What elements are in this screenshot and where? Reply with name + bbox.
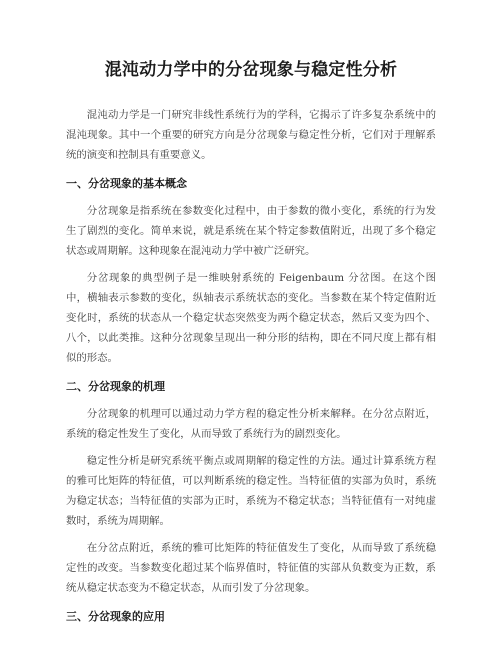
paragraph: 稳定性分析是研究系统平衡点或周期解的稳定性的方法。通过计算系统方程的雅可比矩阵的特征值，可以判断系统的稳定性。当特征值的实部为负时，系统为稳定状态；当特征值的实部为正时，系统为不稳定状态；当特征值有一对纯虚数时，系统为周期解。: [66, 455, 436, 527]
section-heading-basic-concepts: 一、分岔现象的基本概念: [66, 177, 187, 190]
section-heading-mechanism: 二、分岔现象的机理: [66, 380, 165, 393]
paragraph: 在分岔点附近，系统的雅可比矩阵的特征值发生了变化，从而导致了系统稳定性的改变。当参数变化超过某个临界值时，特征值的实部从负数变为正数，系统从稳定状态变为不稳定状态，从而引发了分岔现象。: [66, 542, 436, 594]
section-heading-applications: 三、分岔现象的应用: [66, 610, 165, 623]
intro-paragraph: 混沌动力学是一门研究非线性系统行为的学科，它揭示了许多复杂系统中的混沌现象。其中一个重要的研究方向是分岔现象与稳定性分析，它们对于理解系统的演变和控制具有重要意义。: [66, 109, 436, 161]
paragraph: 分岔现象的典型例子是一维映射系统的 Feigenbaum 分岔图。在这个图中，横轴表示参数的变化，纵轴表示系统状态的变化。当参数在某个特定值附近变化时，系统的状态从一个稳定状态突然变为两个稳定状态，然后又变为四个、八个，以此类推。这种分岔现象呈现出一种分形的结构，即在不同尺度上都有相似的形态。: [66, 272, 436, 364]
document-title: 混沌动力学中的分岔现象与稳定性分析: [104, 60, 398, 80]
paragraph: 分岔现象的机理可以通过动力学方程的稳定性分析来解释。在分岔点附近，系统的稳定性发生了变化，从而导致了系统行为的剧烈变化。: [66, 408, 436, 440]
paragraph: 分岔现象是指系统在参数变化过程中，由于参数的微小变化，系统的行为发生了剧烈的变化。简单来说，就是系统在某个特定参数值附近，出现了多个稳定状态或周期解。这种现象在混沌动力学中被广泛研究。: [66, 205, 436, 257]
